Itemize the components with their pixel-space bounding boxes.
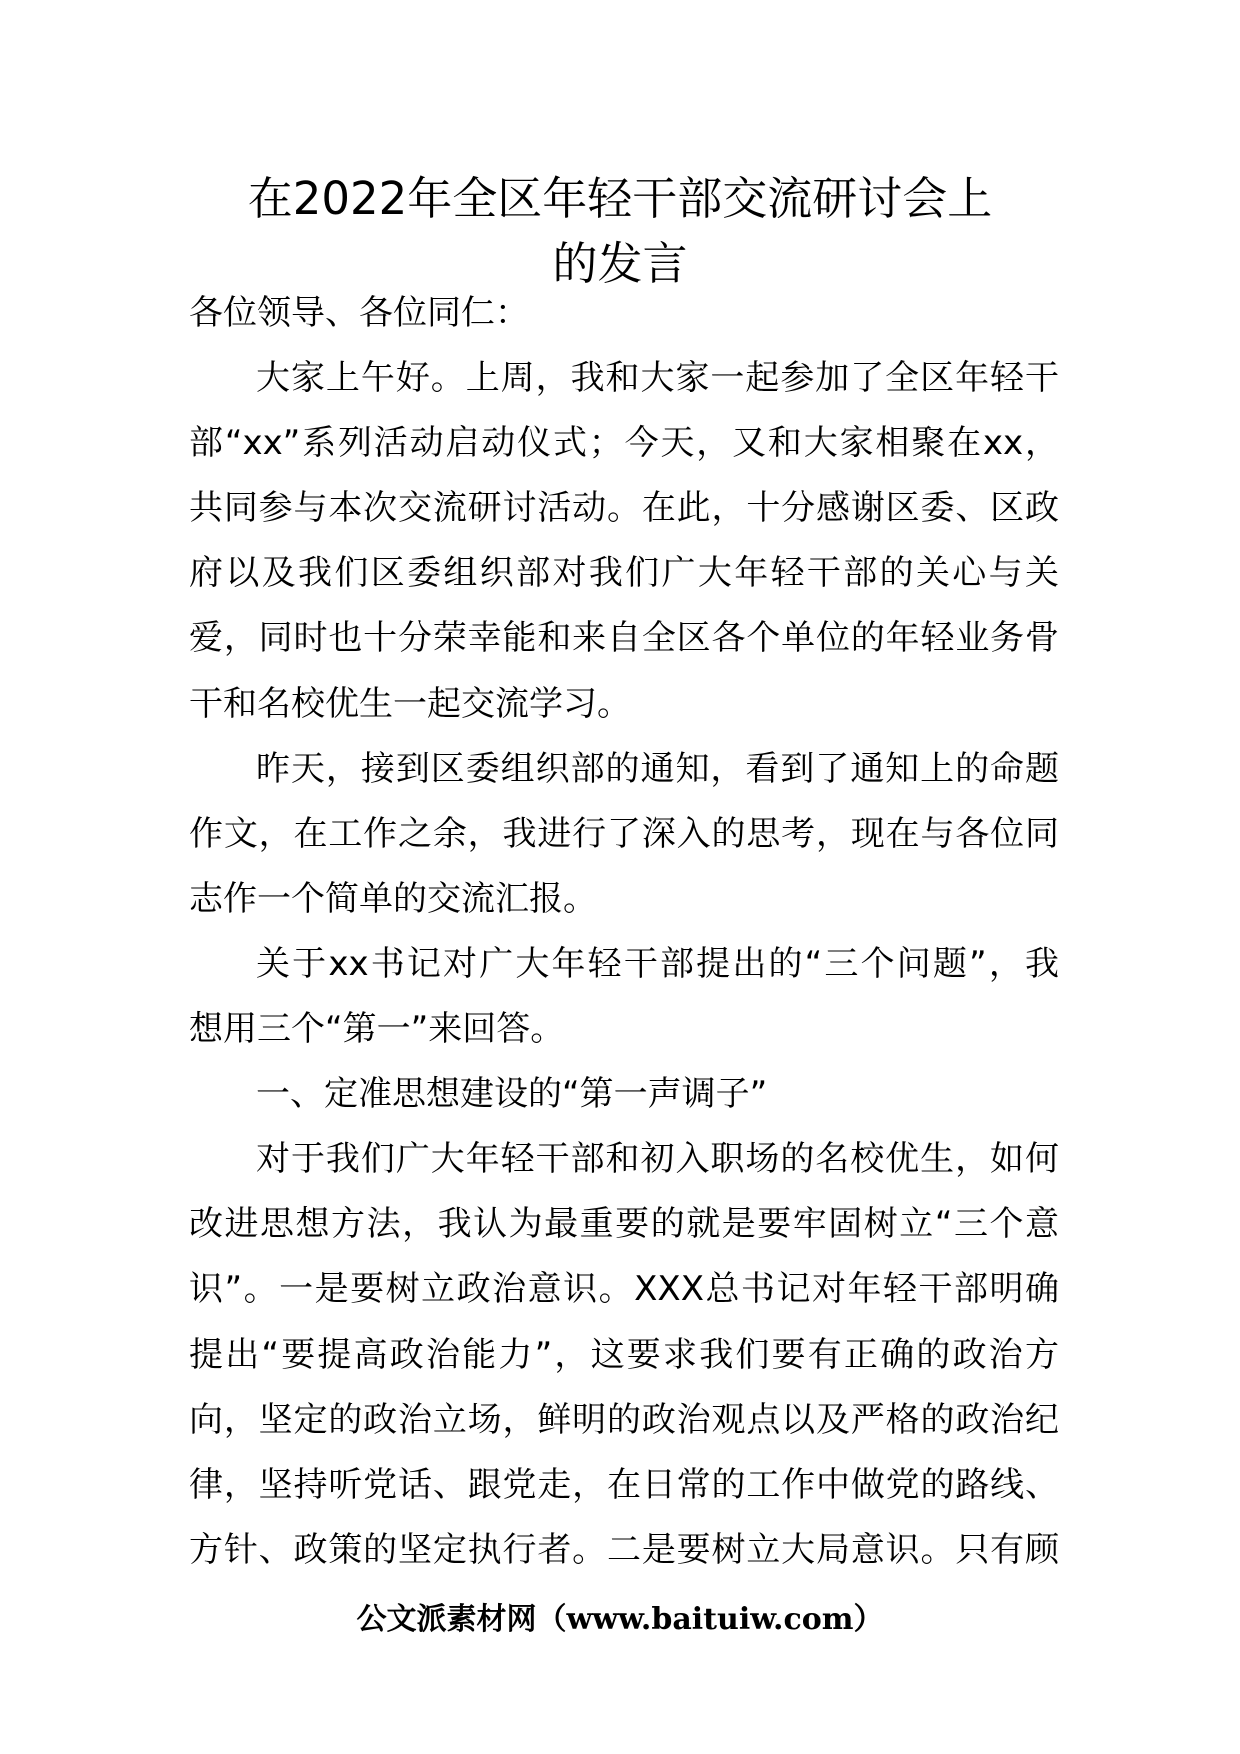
body-line: 府以及我们区委组织部对我们广大年轻干部的关心与关 <box>189 553 1059 594</box>
body-line: 对于我们广大年轻干部和初入职场的名校优生，如何 <box>256 1139 1059 1180</box>
body-line: 各位领导、各位同仁： <box>189 293 529 333</box>
body-line: 方针、政策的坚定执行者。二是要树立大局意识。只有顾 <box>189 1529 1059 1570</box>
body-line: 向，坚定的政治立场，鲜明的政治观点以及严格的政治纪 <box>189 1399 1059 1440</box>
footer-watermark: 公文派素材网（www.baituiw.com） <box>356 1602 884 1637</box>
body-line: 志作一个简单的交流汇报。 <box>189 878 597 919</box>
body-line: 部“xx”系列活动启动仪式；今天，又和大家相聚在xx， <box>189 423 1059 464</box>
body-line: 昨天，接到区委组织部的通知，看到了通知上的命题 <box>256 748 1059 789</box>
body-line: 干和名校优生一起交流学习。 <box>189 683 631 724</box>
body-line: 想用三个“第一”来回答。 <box>189 1009 565 1050</box>
body-line: 爱，同时也十分荣幸能和来自全区各个单位的年轻业务骨 <box>189 618 1059 659</box>
body-line: 提出“要提高政治能力”，这要求我们要有正确的政治方 <box>189 1334 1059 1375</box>
body-line: 律，坚持听党话、跟党走，在日常的工作中做党的路线、 <box>189 1464 1059 1505</box>
body-line: 共同参与本次交流研讨活动。在此，十分感谢区委、区政 <box>189 488 1059 529</box>
body-line: 识”。一是要树立政治意识。XXX总书记对年轻干部明确 <box>189 1269 1059 1310</box>
body-line: 改进思想方法，我认为最重要的就是要牢固树立“三个意 <box>189 1204 1059 1245</box>
body-line: 一、定准思想建设的“第一声调子” <box>256 1074 768 1115</box>
document-title-line-1: 在2022年全区年轻干部交流研讨会上 <box>247 172 993 225</box>
body-line: 大家上午好。上周，我和大家一起参加了全区年轻干 <box>256 358 1059 399</box>
body-line: 作文，在工作之余，我进行了深入的思考，现在与各位同 <box>189 813 1059 854</box>
document-body <box>189 281 1059 1583</box>
document-title-line-2: 的发言 <box>552 237 688 290</box>
body-line: 关于xx书记对广大年轻干部提出的“三个问题”，我 <box>256 943 1059 984</box>
